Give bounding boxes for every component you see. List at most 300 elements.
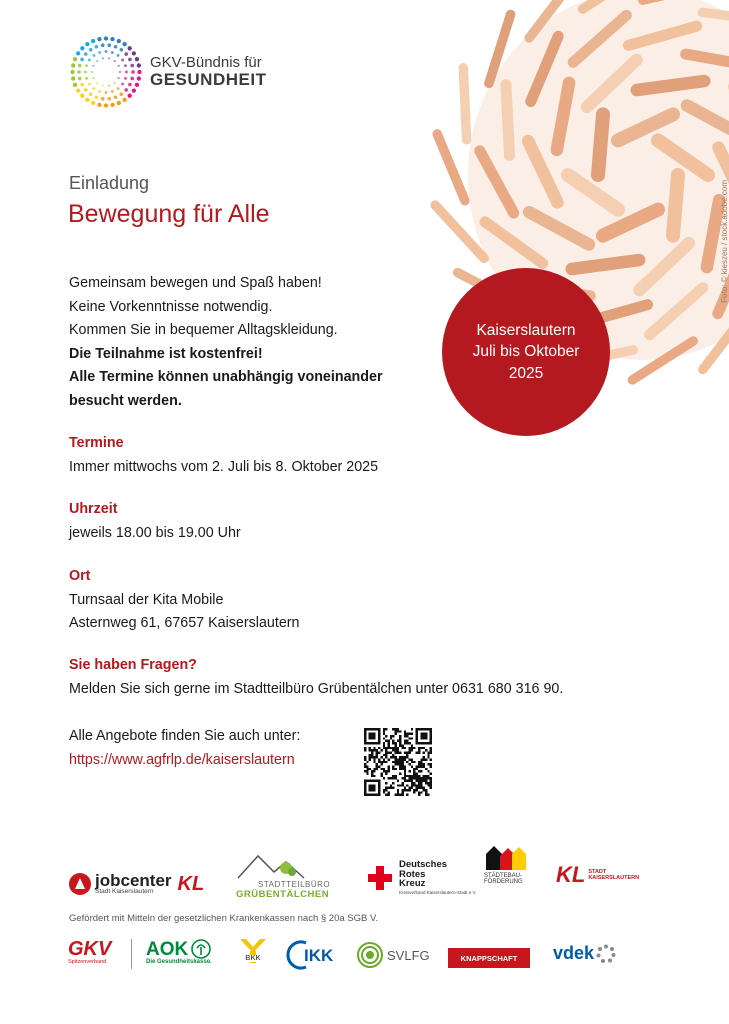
qr-module <box>404 766 406 768</box>
qr-module <box>413 773 415 775</box>
qr-module <box>380 749 382 751</box>
qr-module <box>397 758 399 760</box>
qr-module <box>430 766 432 768</box>
qr-module <box>423 777 425 779</box>
stadt-kl-line1: STADT <box>588 868 607 875</box>
qr-module <box>413 761 415 763</box>
qr-module <box>423 787 425 789</box>
qr-module <box>425 758 427 760</box>
bkk-logo <box>238 937 268 962</box>
qr-module <box>406 784 408 786</box>
qr-module <box>406 761 408 763</box>
logo-dot <box>124 52 128 56</box>
logo-dot <box>80 83 84 87</box>
qr-module <box>409 749 411 751</box>
qr-module <box>399 794 401 796</box>
qr-module <box>402 794 404 796</box>
fragen-text: Melden Sie sich gerne im Stadtteilbüro Grübentälchen unter 0631 680 316 90. <box>69 680 564 697</box>
logo-dot <box>108 85 110 87</box>
svlfg-logo <box>357 942 430 968</box>
ort-line-1: Turnsaal der Kita Mobile <box>69 591 224 608</box>
qr-module <box>416 777 418 779</box>
qr-module <box>371 773 373 775</box>
qr-module <box>385 751 387 753</box>
qr-module <box>430 773 432 775</box>
qr-module <box>364 756 366 758</box>
logo-dot <box>105 91 108 94</box>
jobcenter-kl-mark: KL <box>177 872 205 895</box>
qr-module <box>369 733 376 740</box>
qr-module <box>385 782 387 784</box>
qr-module <box>418 777 420 779</box>
qr-module <box>411 744 413 746</box>
logo-dot <box>73 57 77 61</box>
qr-module <box>404 780 406 782</box>
logo-dot <box>122 98 126 102</box>
qr-module <box>409 742 411 744</box>
qr-module <box>409 789 411 791</box>
qr-module <box>399 756 401 758</box>
logo-line2: GESUNDHEIT <box>150 69 267 89</box>
qr-module <box>402 777 404 779</box>
logo-dot <box>71 76 75 80</box>
qr-module <box>385 747 387 749</box>
qr-module <box>402 791 404 793</box>
qr-module <box>369 749 371 751</box>
badge-period: Juli bis Oktober <box>472 343 580 361</box>
qr-module <box>383 737 385 739</box>
qr-module <box>369 768 371 770</box>
qr-module <box>420 733 427 740</box>
qr-module <box>416 773 418 775</box>
qr-module <box>418 794 420 796</box>
qr-module <box>397 780 399 782</box>
qr-module <box>373 768 375 770</box>
qr-module <box>376 749 378 751</box>
arm-shape <box>673 175 678 236</box>
qr-module <box>399 784 401 786</box>
qr-module <box>416 768 418 770</box>
qr-module <box>404 787 406 789</box>
logo-dot <box>137 76 141 80</box>
qr-module <box>399 763 401 765</box>
qr-module <box>392 768 394 770</box>
logo-dot <box>84 52 88 56</box>
qr-module <box>425 749 427 751</box>
qr-module <box>380 773 382 775</box>
qr-module <box>366 761 368 763</box>
qr-module <box>427 775 429 777</box>
qr-module <box>430 777 432 779</box>
qr-module <box>406 756 408 758</box>
qr-module <box>390 735 392 737</box>
qr-module <box>392 747 394 749</box>
qr-module <box>390 756 392 758</box>
qr-module <box>423 758 425 760</box>
logo-dot <box>105 50 108 53</box>
uhrzeit-text: jeweils 18.00 bis 19.00 Uhr <box>69 524 241 541</box>
qr-module <box>427 763 429 765</box>
qr-module <box>430 758 432 760</box>
qr-module <box>383 744 385 746</box>
qr-module <box>425 768 427 770</box>
qr-module <box>427 756 429 758</box>
qr-module <box>420 791 422 793</box>
qr-module <box>387 742 389 744</box>
logo-dot <box>92 65 94 67</box>
jobcenter-icon <box>68 872 92 896</box>
vdek-logo <box>553 943 616 964</box>
desc-line-6: besucht werden. <box>69 392 182 409</box>
arm-shape <box>506 85 510 156</box>
qr-module <box>390 747 392 749</box>
logo-dot <box>135 57 139 61</box>
qr-module <box>427 794 429 796</box>
logo-dot <box>114 82 116 84</box>
qr-module <box>387 744 389 746</box>
logo-dot <box>108 57 110 59</box>
logo-dot <box>128 58 132 62</box>
qr-module <box>409 775 411 777</box>
qr-module <box>364 770 366 772</box>
logo-dot <box>89 48 93 52</box>
qr-module <box>383 747 385 749</box>
qr-module <box>404 742 406 744</box>
logo-dot <box>111 90 114 93</box>
gkv-sub: Spitzenverband <box>68 959 107 965</box>
qr-module <box>427 770 429 772</box>
qr-module <box>404 751 406 753</box>
qr-module <box>413 775 415 777</box>
logo-dot <box>110 103 114 107</box>
qr-module <box>409 751 411 753</box>
qr-module <box>409 733 411 735</box>
logo-dot <box>110 37 114 41</box>
logo-dot <box>124 88 128 92</box>
ikk-logo <box>292 941 334 969</box>
vdek-label: vdek <box>553 943 595 963</box>
qr-module <box>418 763 420 765</box>
logo-dot <box>89 92 93 96</box>
qr-module <box>409 763 411 765</box>
qr-module <box>413 789 415 791</box>
qr-module <box>397 784 399 786</box>
logo-dot <box>92 77 94 79</box>
qr-module <box>371 756 373 758</box>
qr-module <box>397 749 399 751</box>
qr-module <box>373 761 375 763</box>
qr-module <box>430 763 432 765</box>
qr-module <box>364 763 366 765</box>
qr-module <box>380 761 382 763</box>
desc-line-5: Alle Termine können unabhängig voneinander <box>69 369 383 386</box>
qr-module <box>406 780 408 782</box>
qr-module <box>418 780 420 782</box>
qr-module <box>373 756 375 758</box>
qr-module <box>383 770 385 772</box>
qr-module <box>394 742 396 744</box>
arm-shape <box>437 134 465 201</box>
qr-module <box>425 791 427 793</box>
qr-module <box>406 733 408 735</box>
qr-module <box>420 761 422 763</box>
qr-module <box>427 751 429 753</box>
qr-module <box>394 768 396 770</box>
qr-module <box>404 735 406 737</box>
gkv-spitzenverband-logo <box>68 939 111 965</box>
qr-module <box>385 770 387 772</box>
qr-module <box>420 758 422 760</box>
angebote-link[interactable]: https://www.agfrlp.de/kaiserslautern <box>69 751 295 768</box>
gkv-buendnis-logo-icon <box>68 34 144 110</box>
drk-logo <box>367 860 476 895</box>
qr-module <box>402 761 404 763</box>
qr-module <box>383 761 385 763</box>
qr-module <box>411 777 413 779</box>
ort-line-2: Asternweg 61, 67657 Kaiserslautern <box>69 615 300 631</box>
aok-logo <box>146 939 212 965</box>
logo-dot <box>84 71 87 74</box>
qr-module <box>418 749 420 751</box>
qr-code[interactable] <box>364 728 432 796</box>
qr-module <box>404 777 406 779</box>
logo-dot <box>118 77 120 79</box>
badge-city: Kaiserslautern <box>476 321 576 339</box>
fragen-section <box>69 654 563 701</box>
qr-module <box>394 747 396 749</box>
qr-module <box>406 789 408 791</box>
qr-module <box>430 780 432 782</box>
qr-module <box>399 768 401 770</box>
drk-line2: Rotes <box>399 868 426 880</box>
qr-module <box>376 756 378 758</box>
logo-dot <box>96 60 98 62</box>
qr-module <box>418 784 420 786</box>
qr-module <box>402 782 404 784</box>
qr-module <box>404 789 406 791</box>
qr-module <box>371 749 373 751</box>
qr-module <box>394 775 396 777</box>
qr-module <box>406 740 408 742</box>
qr-module <box>364 747 366 749</box>
logo-dot <box>95 45 99 49</box>
logo-dot <box>80 94 84 98</box>
qr-module <box>399 735 401 737</box>
qr-module <box>418 747 420 749</box>
qr-module <box>409 737 411 739</box>
logo-dot <box>107 97 111 101</box>
qr-module <box>392 766 394 768</box>
qr-module <box>420 787 422 789</box>
logo-dot <box>85 77 88 80</box>
location-date-badge <box>442 268 610 436</box>
qr-module <box>380 775 382 777</box>
logo-dot <box>98 90 101 93</box>
qr-module <box>369 758 371 760</box>
qr-module <box>387 787 389 789</box>
red-cross-icon <box>367 865 393 891</box>
vdek-dots-icon <box>596 944 616 964</box>
logo-dot <box>117 87 120 90</box>
qr-module <box>369 754 371 756</box>
qr-module <box>394 758 396 760</box>
qr-module <box>371 775 373 777</box>
qr-module <box>402 789 404 791</box>
qr-module <box>413 782 415 784</box>
qr-module <box>378 761 380 763</box>
qr-module <box>394 744 396 746</box>
qr-module <box>399 758 401 760</box>
qr-module <box>373 775 375 777</box>
qr-module <box>413 784 415 786</box>
qr-module <box>394 794 396 796</box>
qr-module <box>369 747 371 749</box>
qr-module <box>369 756 371 758</box>
qr-module <box>409 747 411 749</box>
qr-module <box>411 766 413 768</box>
qr-module <box>423 780 425 782</box>
qr-module <box>385 787 387 789</box>
logo-dot <box>104 103 108 107</box>
logo-dot <box>84 88 88 92</box>
logo-dot <box>96 82 98 84</box>
qr-module <box>413 747 415 749</box>
qr-module <box>411 782 413 784</box>
qr-module <box>420 747 422 749</box>
qr-module <box>411 749 413 751</box>
qr-module <box>430 747 432 749</box>
qr-module <box>387 747 389 749</box>
logo-dot <box>118 65 120 67</box>
qr-module <box>402 784 404 786</box>
qr-module <box>387 794 389 796</box>
logo-dot <box>114 45 118 49</box>
qr-module <box>404 775 406 777</box>
qr-module <box>404 773 406 775</box>
qr-module <box>397 763 399 765</box>
qr-module <box>420 763 422 765</box>
stadtteilbuero-logo <box>236 852 330 900</box>
qr-module <box>394 761 396 763</box>
qr-module <box>418 770 420 772</box>
logo-dot <box>80 46 84 50</box>
logo-dot <box>132 51 136 55</box>
staedtebau-logo <box>484 844 528 885</box>
qr-module <box>385 728 387 730</box>
ikk-label: IKK <box>304 946 334 965</box>
qr-module <box>399 761 401 763</box>
qr-module <box>427 754 429 756</box>
qr-module <box>418 751 420 753</box>
qr-module <box>423 763 425 765</box>
logo-dot <box>85 64 88 67</box>
qr-module <box>387 758 389 760</box>
qr-module <box>418 766 420 768</box>
logo-dot <box>77 70 81 74</box>
logo-dot <box>88 83 91 86</box>
qr-module <box>411 733 413 735</box>
arm-shape <box>598 114 603 175</box>
qr-module <box>390 784 392 786</box>
qr-module <box>420 780 422 782</box>
fragen-heading: Sie haben Fragen? <box>69 657 197 673</box>
qr-module <box>427 777 429 779</box>
logo-dot <box>125 71 128 74</box>
desc-line-2: Keine Vorkenntnisse notwendig. <box>69 298 273 315</box>
ort-section <box>69 565 299 636</box>
logo-dot <box>137 70 141 74</box>
logo-dot <box>122 42 126 46</box>
qr-module <box>399 742 401 744</box>
qr-module <box>376 766 378 768</box>
qr-module <box>364 749 366 751</box>
logo-dot <box>95 95 99 99</box>
qr-module <box>409 758 411 760</box>
qr-module <box>392 775 394 777</box>
logo-dot <box>130 77 134 81</box>
logo-dot <box>80 58 84 62</box>
logo-dot <box>124 64 127 67</box>
gkv-buendnis-logo <box>68 34 266 110</box>
qr-module <box>366 770 368 772</box>
logo-dot <box>78 64 82 68</box>
qr-module <box>373 770 375 772</box>
qr-module <box>404 747 406 749</box>
logo-dot <box>91 101 95 105</box>
qr-module <box>383 791 385 793</box>
logo-dot <box>98 51 101 54</box>
qr-module <box>394 777 396 779</box>
qr-module <box>364 766 366 768</box>
qr-module <box>399 744 401 746</box>
logo-dot <box>124 77 127 80</box>
logo-dot <box>117 101 121 105</box>
qr-module <box>402 763 404 765</box>
qr-module <box>392 782 394 784</box>
logo-dot <box>97 37 101 41</box>
qr-module <box>394 749 396 751</box>
logo-dot <box>70 70 74 74</box>
jobcenter-sub: Stadt Kaiserslautern <box>95 888 154 896</box>
desc-line-1: Gemeinsam bewegen und Spaß haben! <box>69 275 322 291</box>
logo-dot <box>93 54 96 57</box>
qr-module <box>390 787 392 789</box>
qr-module <box>402 747 404 749</box>
qr-module <box>430 751 432 753</box>
logo-dot <box>85 98 89 102</box>
qr-module <box>397 740 399 742</box>
page-title: Bewegung für Alle <box>68 200 270 228</box>
qr-module <box>378 751 380 753</box>
qr-module <box>427 784 429 786</box>
desc-line-3: Kommen Sie in bequemer Alltagskleidung. <box>69 322 338 339</box>
qr-module <box>423 747 425 749</box>
qr-module <box>376 768 378 770</box>
qr-module <box>385 761 387 763</box>
qr-module <box>418 761 420 763</box>
qr-module <box>402 758 404 760</box>
qr-module <box>413 770 415 772</box>
svlfg-icon <box>357 942 383 968</box>
qr-module <box>430 784 432 786</box>
badge-year: 2025 <box>508 364 544 382</box>
qr-module <box>397 730 399 732</box>
qr-module <box>404 740 406 742</box>
qr-module <box>376 751 378 753</box>
qr-module <box>385 773 387 775</box>
qr-module <box>387 777 389 779</box>
qr-module <box>366 768 368 770</box>
